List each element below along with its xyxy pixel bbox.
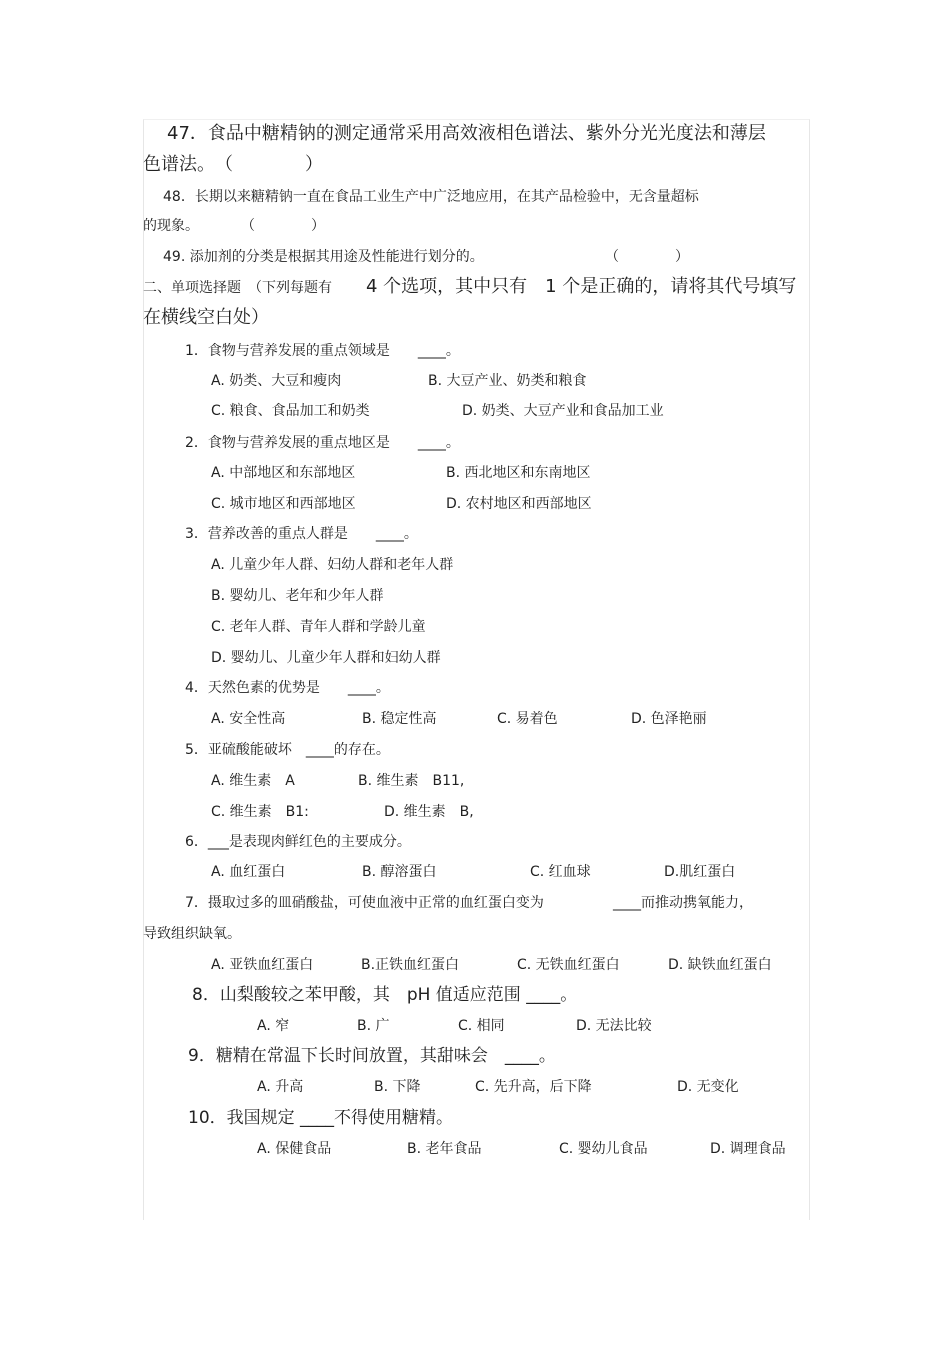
question-stem: 7．摄取过多的皿硝酸盐，可使血液中正常的血红蛋白变为	[185, 895, 544, 911]
question-stem: 5．亚硫酸能破坏 ____的存在。	[185, 742, 390, 758]
option-d: D. 婴幼儿、儿童少年人群和妇幼人群	[211, 650, 441, 666]
option-a: A. 窄	[257, 1018, 290, 1034]
question-stem: 10．我国规定 ____不得使用糖精。	[188, 1108, 454, 1128]
option-b: B. 大豆产业、奶类和粮食	[428, 373, 587, 389]
option-d: D. 无法比较	[576, 1018, 652, 1034]
q49-line: 49. 添加剂的分类是根据其用途及性能进行划分的。	[163, 249, 484, 265]
question-stem: 9．糖精在常温下长时间放置，其甜味会 ____。	[188, 1046, 556, 1066]
question-stem: 3．营养改善的重点人群是 ____。	[185, 526, 418, 542]
option-a: A. 安全性高	[211, 711, 286, 727]
option-d: D. 维生素 B,	[384, 804, 474, 820]
q48-line2: 的现象。 （ ）	[143, 218, 325, 234]
q47-line1: 47．食品中糖精钠的测定通常采用高效液相色谱法、紫外分光光度法和薄层	[167, 123, 766, 144]
question-stem: 2．食物与营养发展的重点地区是 ____。	[185, 435, 460, 451]
option-c: C. 先升高，后下降	[475, 1079, 592, 1095]
option-c: C. 无铁血红蛋白	[517, 957, 620, 973]
question-stem: 8．山梨酸较之苯甲酸，其 pH 值适应范围 ____。	[192, 985, 578, 1005]
option-d: D. 色泽艳丽	[631, 711, 707, 727]
q48-line1: 48．长期以来糖精钠一直在食品工业生产中广泛地应用，在其产品检验中，无含量超标	[163, 189, 699, 205]
option-c: C. 粮食、食品加工和奶类	[211, 403, 370, 419]
option-a: A. 中部地区和东部地区	[211, 465, 356, 481]
option-b: B. 广	[357, 1018, 390, 1034]
option-c: C. 红血球	[530, 864, 591, 880]
option-c: C. 维生素 B1:	[211, 804, 309, 820]
option-a: A. 维生素 A	[211, 773, 295, 789]
option-a: A. 儿童少年人群、妇幼人群和老年人群	[211, 557, 454, 573]
question-stem: 6．___是表现肉鲜红色的主要成分。	[185, 834, 411, 850]
option-b: B. 维生素 B11,	[358, 773, 465, 789]
option-a: A. 奶类、大豆和瘦肉	[211, 373, 342, 389]
option-b: B. 西北地区和东南地区	[446, 465, 591, 481]
option-a: A. 升高	[257, 1079, 304, 1095]
question-stem-line2: 导致组织缺氧。	[143, 926, 241, 942]
option-a: A. 亚铁血红蛋白	[211, 957, 314, 973]
q49-paren: （ ）	[605, 249, 689, 265]
question-stem: 4．天然色素的优势是 ____。	[185, 680, 390, 696]
option-d: D. 奶类、大豆产业和食品加工业	[462, 403, 664, 419]
q47-line2: 色谱法。 （ ）	[143, 154, 323, 175]
option-b: B. 婴幼儿、老年和少年人群	[211, 588, 384, 604]
option-b: B. 醇溶蛋白	[362, 864, 437, 880]
option-a: A. 血红蛋白	[211, 864, 286, 880]
option-c: C. 老年人群、青年人群和学龄儿童	[211, 619, 426, 635]
option-b: B. 下降	[374, 1079, 421, 1095]
question-stem: 1．食物与营养发展的重点领域是 ____。	[185, 343, 460, 359]
question-stem-blank: ____而推动携氧能力，	[613, 895, 753, 911]
option-d: D. 农村地区和西部地区	[446, 496, 592, 512]
option-b: B.正铁血红蛋白	[361, 957, 460, 973]
option-b: B. 稳定性高	[362, 711, 437, 727]
option-c: C. 城市地区和西部地区	[211, 496, 356, 512]
option-d: D.肌红蛋白	[664, 864, 736, 880]
section2-heading-part1: 二、单项选择题 （下列每题有	[143, 280, 332, 296]
option-a: A. 保健食品	[257, 1141, 332, 1157]
option-d: D. 无变化	[677, 1079, 739, 1095]
section2-heading-line2: 在横线空白处）	[143, 307, 269, 328]
section2-heading-part2: 4 个选项，其中只有 1 个是正确的，请将其代号填写	[366, 276, 797, 297]
option-c: C. 相同	[458, 1018, 505, 1034]
option-d: D. 调理食品	[710, 1141, 786, 1157]
option-c: C. 婴幼儿食品	[559, 1141, 648, 1157]
option-c: C. 易着色	[497, 711, 558, 727]
option-d: D. 缺铁血红蛋白	[668, 957, 772, 973]
option-b: B. 老年食品	[407, 1141, 482, 1157]
